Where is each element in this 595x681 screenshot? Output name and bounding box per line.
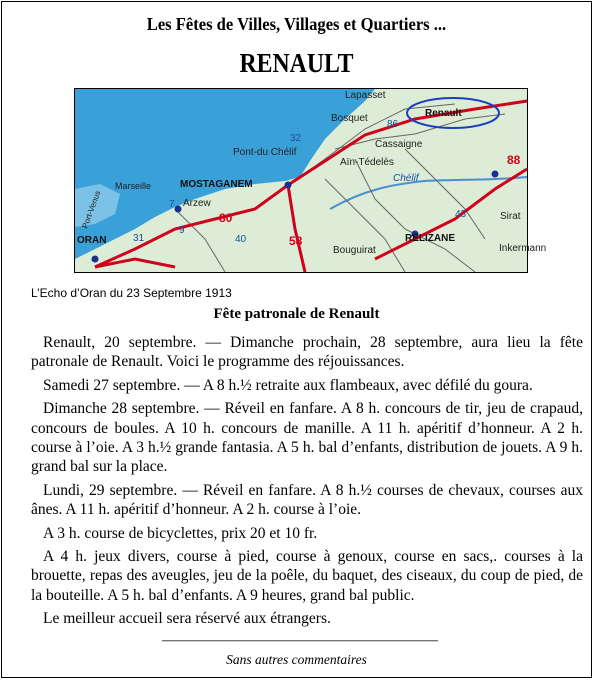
- map-road-number: 86: [387, 119, 399, 130]
- map-label-renault: Renault: [425, 108, 462, 119]
- map-label-lapasset: Lapasset: [345, 90, 386, 101]
- page-title: RENAULT: [239, 48, 354, 78]
- map-label-marseille: Marseille: [115, 181, 152, 191]
- divider: [162, 640, 438, 642]
- article-title: Fête patronale de Renault: [213, 306, 380, 322]
- article-paragraph: Lundi, 29 septembre. — Réveil en fanfare. A 8 h.½ courses de chevaux, courses aux ânes. A 11 h. apéritif d’honneur. A 2 h. course à l’oie.: [31, 481, 583, 519]
- map-road-number: 32: [290, 133, 302, 144]
- map-label-bosquet: Bosquet: [331, 113, 368, 124]
- map-label-pont-du-chelif: Pont-du Chélif: [233, 147, 297, 158]
- article-paragraph: Renault, 20 septembre. — Dimanche prochain, 28 septembre, aura lieu la fête patronale de Renault. Voici le programme des réjouissances.: [31, 334, 583, 371]
- series-title: Les Fêtes de Villes, Villages et Quartiers ...: [146, 14, 447, 34]
- article-paragraph: Dimanche 28 septembre. — Réveil en fanfare. A 8 h. concours de tir, jeu de crapaud, concours de boules. A 10 h. concours de manille. A 11 h. apéritif d’honneur. A 2 h. course à l’oie. A 3 h.½ grande fantasia. A 5 h. bal d’enfants, distribution de jouets. A 9 h. grand bal sur la place.: [31, 400, 583, 476]
- article-paragraph: A 4 h. jeux divers, course à pied, course à genoux, course en sacs,. courses à la brouette, repas des aveugles, jeu de la poêle, du baquet, des ciseaux, du coup de pied, de la bouteille. A 5 h. bal d’enfants. A 9 heures, grand bal public.: [31, 548, 583, 604]
- map-road-number: 31: [133, 233, 145, 244]
- map-label-arzew: Arzew: [183, 198, 211, 209]
- map-label-relizane: RELIZANE: [405, 233, 455, 244]
- map-town: [492, 171, 499, 178]
- article-paragraph: A 3 h. course de bicyclettes, prix 20 et 10 fr.: [43, 524, 318, 542]
- map-town-arzew: [175, 206, 182, 213]
- map-label-bouguirat: Bouguirat: [333, 245, 376, 256]
- article-body: [31, 333, 583, 633]
- map-label-cassaigne: Cassaigne: [375, 139, 423, 150]
- map-drawing: [75, 89, 547, 272]
- map-road-number: 9: [179, 225, 185, 236]
- map-caption: L’Echo d’Oran du 23 Septembre 1913: [31, 286, 232, 300]
- document-frame: [1, 1, 592, 678]
- map-label-chelif: Chélif: [393, 173, 419, 184]
- map-label-oran: ORAN: [77, 235, 107, 246]
- map-town-mostaganem: [285, 182, 292, 189]
- map-road-number: 88: [507, 153, 521, 167]
- map-road-number: 43: [455, 209, 467, 220]
- map-label-port-venus: Port-Venus: [80, 189, 103, 230]
- map-label-sirat: Sirat: [500, 211, 521, 222]
- map-road-number: 58: [289, 234, 303, 248]
- map-road-number: 40: [235, 234, 247, 245]
- region-map: [74, 88, 547, 273]
- footer-note: Sans autres commentaires: [226, 652, 367, 667]
- map-road-number: 7: [169, 199, 175, 210]
- article-paragraph: Le meilleur accueil sera réservé aux étrangers.: [43, 610, 331, 628]
- article-paragraph: Samedi 27 septembre. — A 8 h.½ retraite aux flambeaux, avec défilé du goura.: [43, 376, 533, 394]
- map-road-number: 80: [219, 211, 233, 225]
- map-town-oran: [92, 256, 99, 263]
- map-label-ain-tedeles: Aïn-Tédelès: [340, 157, 394, 168]
- map-label-inkermann: Inkermann: [499, 243, 547, 254]
- map-label-mostaganem: MOSTAGANEM: [180, 179, 253, 190]
